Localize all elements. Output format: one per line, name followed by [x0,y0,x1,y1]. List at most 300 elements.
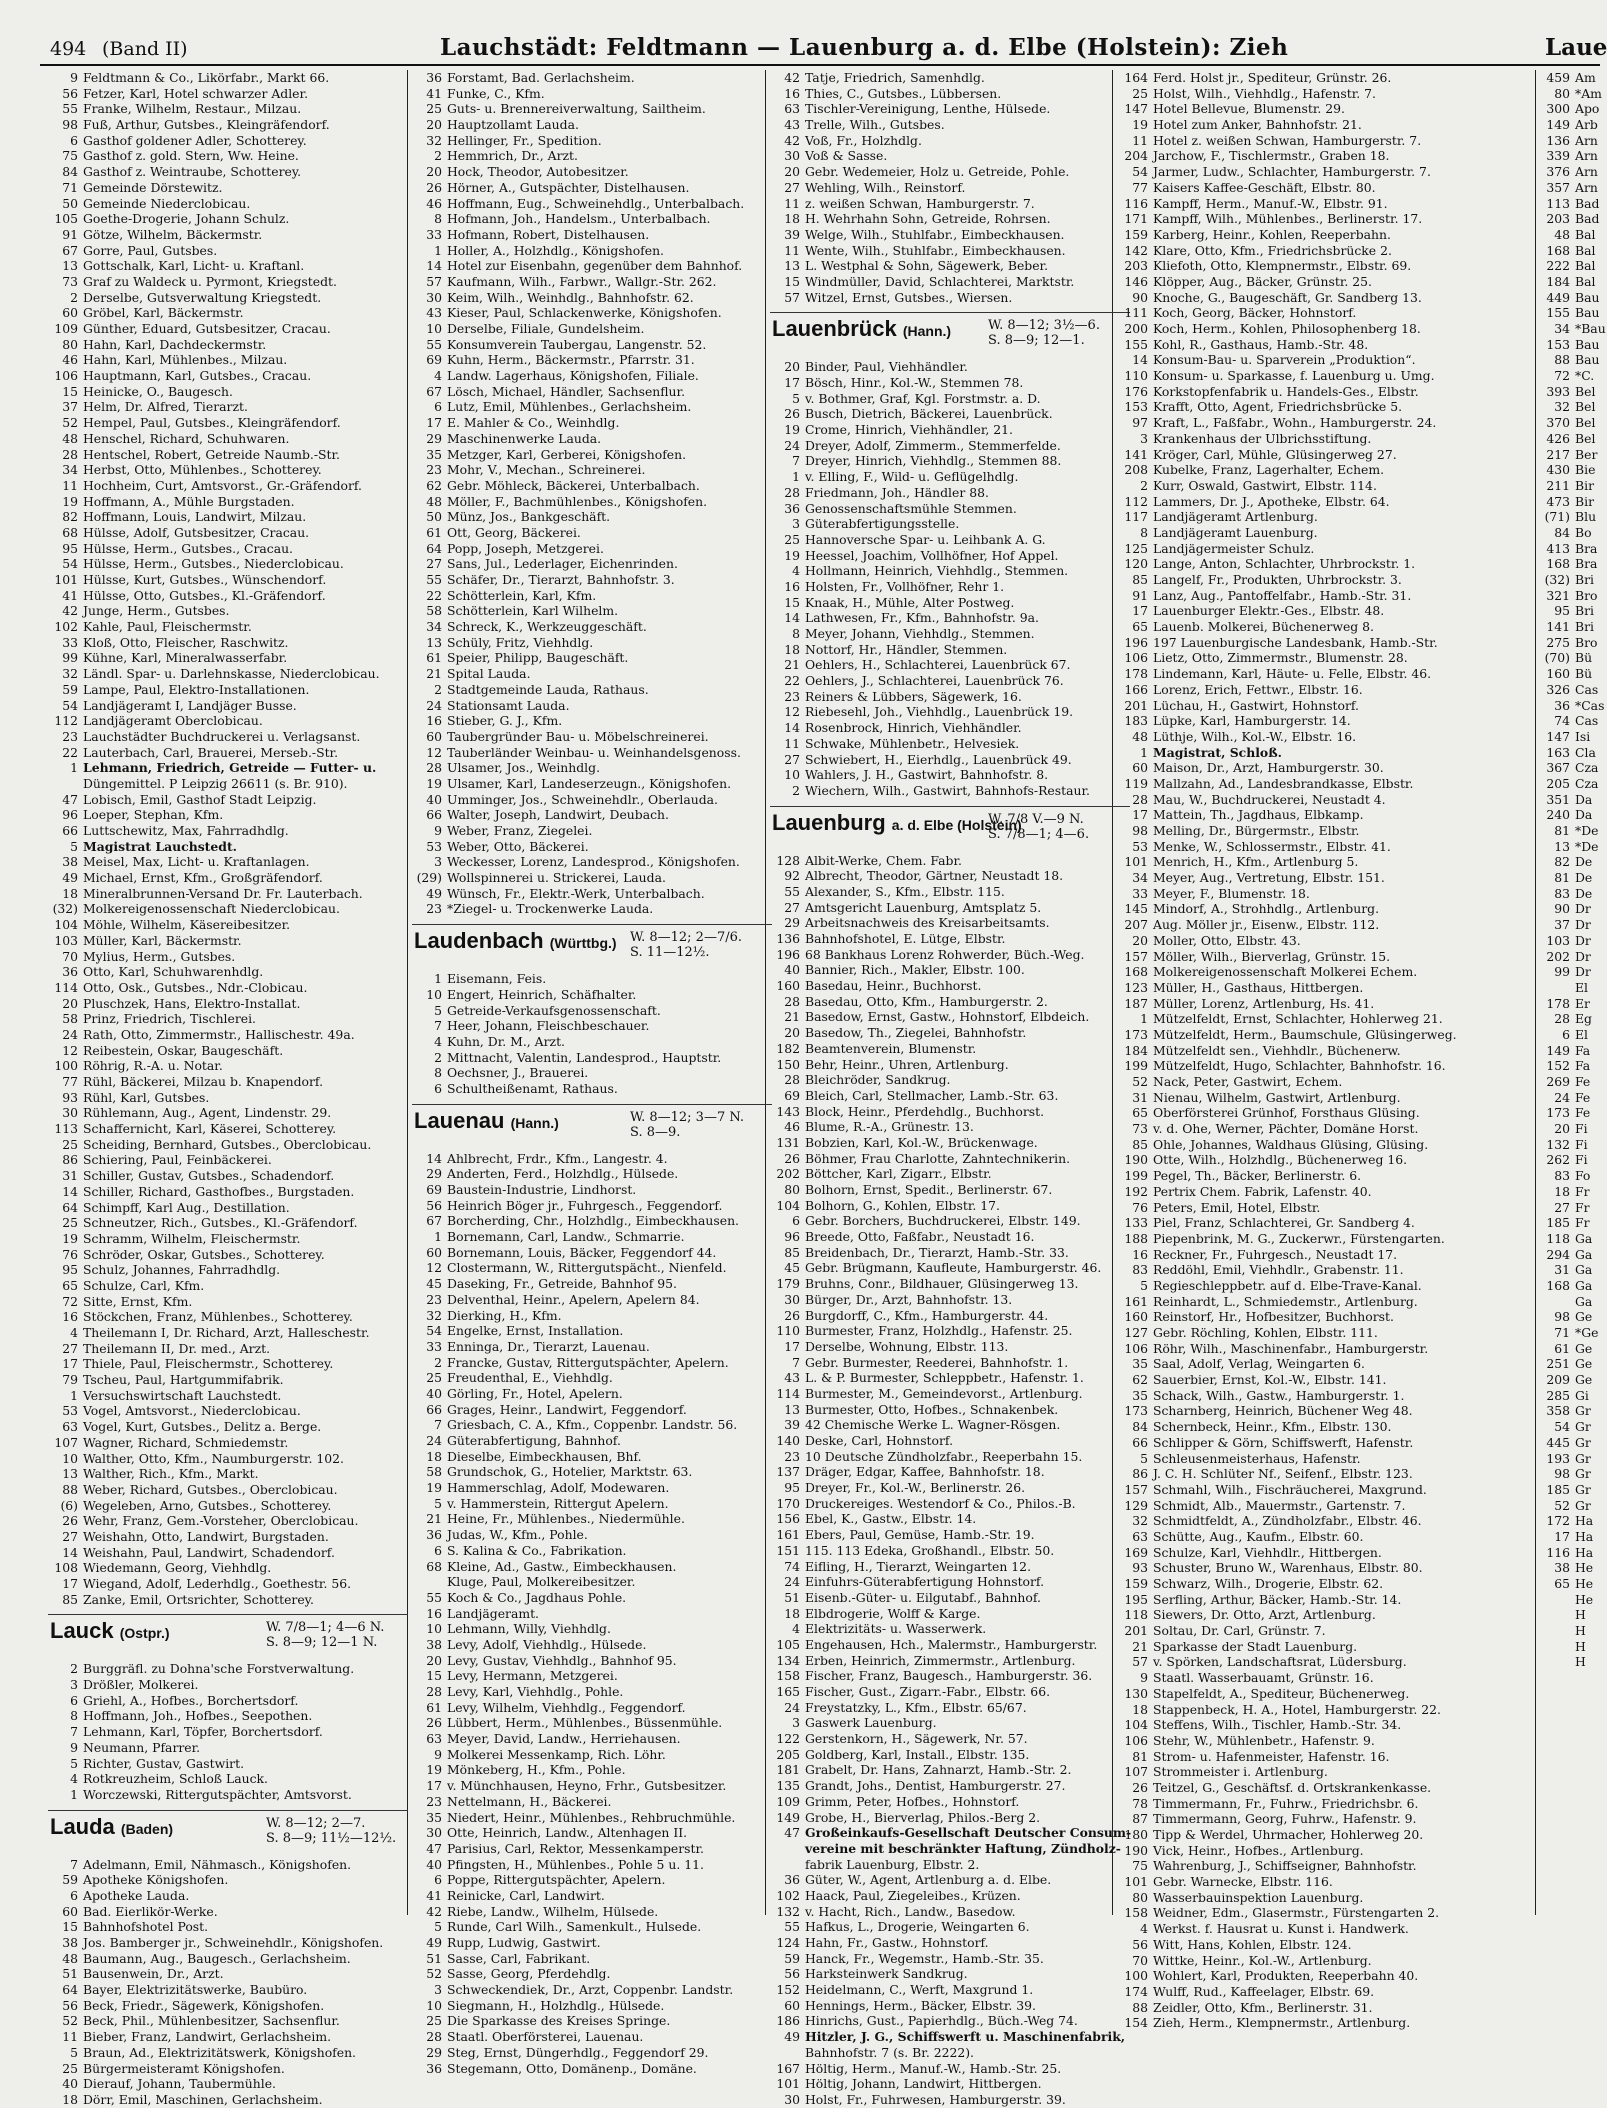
directory-entry [770,579,1130,595]
directory-entry [1540,729,1600,745]
directory-entry [770,1276,1130,1292]
directory-entry [48,1278,408,1294]
directory-entry [1540,1215,1600,1231]
phone-number: 202 [776,1166,800,1182]
entry-text: Bahnhofshotel, E. Lütge, Elbstr. [805,931,1006,946]
entry-text: Reinicke, Carl, Landwirt. [447,1887,605,1903]
directory-entry [770,391,1130,407]
entry-text: Loeper, Stephan, Kfm. [83,807,224,823]
entry-text: Kampff, Wilh., Mühlenbes., Berlinerstr. 17. [1153,211,1423,227]
directory-entry [1118,1953,1478,1969]
entry-text: Bri [1575,619,1594,635]
phone-number: 24 [1554,1089,1570,1105]
entry-text: Metzger, Karl, Gerberei, Königshofen. [447,446,687,462]
phone-number: 47 [62,791,78,807]
directory-entry [412,854,772,870]
entry-text: Knoche, G., Baugeschäft, Gr. Sandberg 13. [1153,289,1422,305]
directory-entry [770,1072,1130,1088]
entry-text: Oberförsterei Grünhof, Forsthaus Glüsing. [1153,1105,1420,1121]
directory-entry [770,274,1130,290]
page-header [40,34,1607,66]
phone-number: 43 [784,1370,800,1386]
entry-text: Röhrig, R.-A. u. Notar. [83,1058,223,1074]
entry-text: Baumann, Aug., Baugesch., Gerlachsheim. [83,1950,351,1966]
entry-text: *Ge [1575,1325,1599,1340]
directory-entry [770,70,1130,86]
entry-text: Meyer, F., Blumenstr. 18. [1153,885,1310,901]
phone-number: 113 [1546,195,1570,211]
entry-text: Bel [1575,383,1596,399]
phone-number: 6 [434,1080,442,1096]
entry-text: Nottorf, Hr., Händler, Stemmen. [805,641,1008,657]
phone-number: 65 [1554,1576,1570,1591]
phone-number: 75 [62,148,78,164]
town-heading-lauenbrueck [770,312,1130,353]
directory-entry [1118,1341,1478,1357]
entry-text: Stapelfeldt, A., Spediteur, Büchenerweg. [1153,1685,1410,1701]
entry-text: Hoffmann, A., Mühle Burgstaden. [83,493,295,509]
entry-text: Die Sparkasse des Kreises Springe. [447,2013,671,2029]
directory-entry [1540,776,1600,792]
entry-text: Rupp, Ludwig, Gastwirt. [447,1935,601,1950]
directory-entry [48,1740,408,1756]
entry-text: Hock, Theodor, Autobesitzer. [447,164,629,180]
entry-text: Strom- u. Hafenmeister, Hafenstr. 16. [1153,1748,1390,1764]
phone-number: 20 [1132,932,1148,948]
directory-entry [412,1003,772,1019]
directory-entry [412,2013,772,2029]
phone-number: 200 [1124,321,1148,336]
phone-number: 35 [426,446,442,462]
directory-entry [770,1543,1130,1559]
entry-text: Theilemann I, Dr. Richard, Arzt, Halleschestr. [83,1325,370,1340]
directory-entry [412,901,772,917]
phone-number: 35 [426,1809,442,1825]
phone-number: 34 [1554,321,1570,336]
entry-text: Lathwesen, Fr., Kfm., Bahnhofstr. 9a. [805,610,1039,626]
directory-entry [770,1888,1130,1904]
phone-number: 42 [426,1903,442,1919]
entry-text: He [1575,1591,1594,1607]
directory-entry [770,2013,1130,2029]
directory-entry [48,1231,408,1247]
directory-entry [412,1386,772,1402]
directory-entry [48,1121,408,1137]
directory-entry [412,1810,772,1826]
phone-number: (6) [60,1497,78,1513]
entry-text: Derselbe, Filiale, Gundelsheim. [447,321,645,336]
phone-number: 240 [1546,807,1570,823]
entry-text: Bal [1575,258,1596,274]
directory-entry [1540,1278,1600,1294]
directory-entry [770,1025,1130,1041]
entry-text: Schiller, Richard, Gasthofbes., Burgstaden. [83,1183,355,1199]
phone-number: 187 [1124,995,1148,1011]
column-3 [770,70,1132,2107]
directory-entry [770,485,1130,501]
entry-text: Hauptmann, Karl, Gutsbes., Cracau. [83,368,312,384]
directory-entry [412,1182,772,1198]
directory-entry [412,399,772,415]
phone-number: 48 [62,430,78,446]
directory-entry [1118,1200,1478,1216]
entry-text: Landw. Lagerhaus, Königshofen, Filiale. [447,368,699,384]
directory-entry [1540,399,1600,415]
directory-entry [770,1700,1130,1716]
entry-text: Dreyer, Adolf, Zimmerm., Stemmerfelde. [805,437,1061,453]
directory-entry [1118,1325,1478,1341]
phone-number: 28 [426,760,442,776]
phone-number: 36 [784,500,800,516]
phone-number: 40 [426,791,442,807]
phone-number: 73 [1132,1121,1148,1137]
entry-text: Breede, Otto, Faßfabr., Neustadt 16. [805,1229,1035,1245]
entry-text: Stehr, W., Mühlenbetr., Hafenstr. 9. [1153,1732,1375,1748]
entry-text: Tatje, Friedrich, Samenhdlg. [805,70,985,85]
phone-number: 50 [426,509,442,525]
directory-entry [770,1213,1130,1229]
phone-number: 54 [62,556,78,572]
directory-entry [770,767,1130,783]
entry-text: Vogel, Kurt, Gutsbes., Delitz a. Berge. [83,1419,322,1435]
directory-entry [1118,86,1478,102]
directory-entry [1118,1231,1478,1247]
entry-text: Graf zu Waldeck u. Pyrmont, Kriegstedt. [83,273,337,289]
phone-number: 170 [776,1495,800,1511]
directory-entry [1540,807,1600,823]
directory-entry [1540,431,1600,447]
phone-number: 109 [776,1793,800,1809]
phone-number: 19 [426,775,442,791]
directory-entry [1118,1749,1478,1765]
phone-number: 150 [776,1056,800,1072]
entry-text: Engelke, Ernst, Installation. [447,1323,624,1339]
entry-text: Baustein-Industrie, Lindhorst. [447,1182,637,1197]
phone-number: 19 [426,1480,442,1496]
phone-number: 34 [62,462,78,478]
entry-text: Pertrix Chem. Fabrik, Lafenstr. 40. [1153,1183,1372,1199]
directory-entry [48,870,408,886]
entry-text: Arn [1575,148,1598,164]
phone-number: 53 [62,1403,78,1419]
directory-entry [1540,1294,1600,1310]
entry-text: Enninga, Dr., Tierarzt, Lauenau. [447,1338,650,1354]
directory-entry [48,572,408,588]
directory-entry [770,626,1130,642]
phone-number: 25 [784,531,800,547]
directory-entry [770,1841,1130,1857]
phone-number: 129 [1124,1497,1148,1513]
entry-text: Lobisch, Emil, Gasthof Stadt Leipzig. [83,791,317,807]
entry-text: Peters, Emil, Hotel, Elbstr. [1153,1199,1321,1215]
entry-text: De [1575,854,1593,870]
entry-text: Gebr. Wedemeier, Holz u. Getreide, Pohle. [805,164,1070,180]
phone-number: 11 [784,735,800,751]
phone-number: 160 [1124,1309,1148,1325]
phone-number: 85 [1132,572,1148,587]
directory-entry [1118,1403,1478,1419]
entry-text: Fr [1575,1183,1590,1199]
phone-number: 27 [784,899,800,915]
directory-entry [770,1323,1130,1339]
entry-text: Hammerschlag, Adolf, Modewaren. [447,1480,670,1496]
directory-entry [412,1966,772,1982]
entry-text: Schwake, Mühlenbetr., Helvesiek. [805,735,1020,751]
phone-number: 146 [1124,273,1148,289]
entry-text: Reinstorf, Hr., Hofbesitzer, Buchhorst. [1153,1309,1394,1325]
phone-number: 14 [426,1150,442,1166]
directory-entry [412,1606,772,1622]
phone-number: 25 [1132,85,1148,101]
entry-text: Binder, Paul, Viehhändler. [805,359,968,375]
entry-text: Kubelke, Franz, Lagerhalter, Echem. [1153,462,1385,478]
phone-number: 63 [62,1419,78,1435]
entry-text: Henschel, Richard, Schuhwaren. [83,430,290,446]
directory-entry [412,1951,772,1967]
entry-text: Münz, Jos., Bankgeschäft. [447,509,611,525]
directory-entry [1540,86,1600,102]
directory-entry [1118,368,1478,384]
entry-text: Da [1575,791,1593,807]
entry-text: Bruhns, Conr., Bildhauer, Glüsingerweg 13. [805,1276,1079,1292]
phone-number: 449 [1546,289,1570,305]
entry-text: Ge [1575,1340,1593,1356]
town-name: Lauck (Ostpr.) [50,1618,170,1644]
entry-text: Genossenschaftsmühle Stemmen. [805,500,1017,516]
directory-entry [412,1370,772,1386]
entry-text: Otto, Karl, Schuhwarenhdlg. [83,964,264,980]
entry-text: Böhmer, Frau Charlotte, Zahntechnikerin. [805,1150,1071,1166]
directory-entry [1540,478,1600,494]
directory-entry [1540,556,1600,572]
phone-number: 166 [1124,681,1148,697]
directory-entry [48,337,408,353]
directory-entry [1540,1200,1600,1216]
phone-number: 14 [784,720,800,736]
phone-number: 108 [54,1560,78,1576]
entry-text: Hollmann, Heinrich, Viehhdlg., Stemmen. [805,563,1069,579]
directory-entry [48,1513,408,1529]
entry-text: Schneutzer, Rich., Gutsbes., Kl.-Gräfendorf. [83,1215,358,1231]
directory-entry [48,1215,408,1231]
phone-number: 91 [1132,587,1148,603]
post-hours: W. 7/8 V.—9 N. S. 7/8—1; 4—6. [988,811,1090,842]
directory-entry [1118,148,1478,164]
directory-entry [770,1402,1130,1418]
phone-number: 14 [426,258,442,274]
directory-entry [48,1935,408,1951]
phone-number: 190 [1124,1842,1148,1858]
directory-entry [770,1245,1130,1261]
town-heading-lauda [48,1810,408,1851]
directory-entry [1540,760,1600,776]
entry-text: Eifling, H., Tierarzt, Weingarten 12. [805,1558,1032,1574]
directory-entry [412,713,772,729]
entry-text: Krafft, Otto, Agent, Friedrichsbrücke 5. [1153,399,1403,415]
entry-text: Güterabfertigungsstelle. [805,516,960,532]
directory-entry [770,453,1130,469]
phone-number: 27 [1554,1199,1570,1215]
entry-text: Lüchau, H., Gastwirt, Hohnstorf. [1153,697,1359,713]
directory-entry [1118,1733,1478,1749]
phone-number: 22 [426,587,442,603]
volume-label: (Band II) [102,38,188,60]
directory-entry [48,1888,408,1904]
phone-number: 53 [426,838,442,854]
directory-entry [1540,541,1600,557]
entry-text: Fischer, Gust., Zigarr.-Fabr., Elbstr. 66. [805,1684,1051,1699]
directory-entry [1540,588,1600,604]
directory-entry [770,1715,1130,1731]
directory-entry [770,243,1130,259]
entry-text: Borcherding, Chr., Holzhdlg., Eimbeckhausen. [447,1213,739,1229]
phone-number: 3 [792,1715,800,1731]
entry-text: Spital Lauda. [447,666,531,682]
phone-number: 28 [1132,791,1148,807]
directory-entry [412,588,772,604]
phone-number: 28 [62,446,78,462]
entry-text: Koch & Co., Jagdhaus Pohle. [447,1589,627,1605]
column-5-fragment [1540,70,1606,1915]
phone-number: 98 [1132,823,1148,838]
phone-number: 64 [62,1199,78,1215]
directory-entry [48,1294,408,1310]
directory-entry [1118,886,1478,902]
entry-text: Cla [1575,744,1596,760]
entry-text: Popp, Joseph, Metzgerei. [447,540,604,556]
entry-text: Ge [1575,1372,1593,1388]
directory-entry [1118,682,1478,698]
phone-number: 134 [776,1652,800,1668]
entry-text: Feldtmann & Co., Likörfabr., Markt 66. [83,70,330,85]
phone-number: 49 [62,870,78,886]
directory-entry [770,1480,1130,1496]
entry-text: Bürgermeisteramt Königshofen. [83,2060,285,2076]
phone-number: 104 [54,917,78,933]
directory-entry [48,148,408,164]
entry-list [412,70,772,917]
directory-entry [770,1872,1130,1888]
entry-text: Bieber, Franz, Landwirt, Gerlachsheim. [83,2029,332,2045]
entry-text: Wünsch, Fr., Elektr.-Werk, Unterbalbach. [447,885,705,901]
entry-text: Kieser, Paul, Schlackenwerke, Königshofen. [447,305,722,321]
phone-number: 67 [62,242,78,258]
phone-number: 60 [62,305,78,321]
entry-text: Lange, Anton, Schlachter, Uhrbrockstr. 1. [1153,556,1416,572]
entry-text: Prinz, Friedrich, Tischlerei. [83,1011,256,1027]
directory-entry [412,1888,772,1904]
phone-number: 7 [434,1018,442,1034]
phone-number: 48 [62,1950,78,1966]
entry-text: Bal [1575,242,1596,258]
directory-entry [1540,274,1600,290]
directory-entry [1540,745,1600,761]
entry-text: Kliefoth, Otto, Klempnermstr., Elbstr. 69. [1153,258,1412,274]
phone-number: 23 [784,688,800,704]
directory-entry [770,1009,1130,1025]
phone-number: 90 [1554,901,1570,917]
directory-entry [1540,619,1600,635]
entry-text: H [1575,1654,1586,1670]
directory-entry [48,1043,408,1059]
phone-number: 262 [1546,1152,1570,1168]
entry-text: Dr [1575,948,1591,964]
phone-number: 29 [426,1166,442,1182]
phone-number: 147 [1124,101,1148,117]
directory-entry [770,1684,1130,1700]
entry-text: Möller, F., Bachmühlenbes., Königshofen. [447,493,708,509]
phone-number: 161 [776,1527,800,1543]
directory-entry [1540,933,1600,949]
phone-number: 26 [426,179,442,195]
phone-number: 30 [426,1825,442,1841]
phone-number: 153 [1124,399,1148,415]
phone-number: 27 [784,179,800,195]
phone-number: 13 [784,1401,800,1417]
directory-entry [770,1998,1130,2014]
entry-text: Steg, Ernst, Düngerhdlg., Feggendorf 29. [447,2044,709,2060]
directory-entry [1540,1403,1600,1419]
entry-text: L. & P. Burmester, Schleppbetr., Hafenstr. 1. [805,1370,1084,1386]
phone-number: 2 [434,1354,442,1370]
phone-number: 1 [434,1229,442,1245]
entry-text: Schlipper & Görn, Schiffswerft, Hafenstr. [1153,1434,1414,1450]
entry-text: Zeidler, Otto, Kfm., Berlinerstr. 31. [1153,1999,1373,2015]
directory-entry [1118,839,1478,855]
entry-text: Block, Heinr., Pferdehdlg., Buchhorst. [805,1103,1045,1119]
phone-number: 37 [1554,917,1570,933]
entry-text: Wiechern, Wilh., Gastwirt, Bahnhofs-Restaur. [805,782,1090,798]
entry-text: Hahn, Fr., Gastw., Hohnstorf. [805,1935,989,1950]
entry-text: Gebr. Borchers, Buchdruckerei, Elbstr. 149. [805,1213,1081,1229]
phone-number: 41 [426,1887,442,1903]
phone-number: 26 [426,1715,442,1731]
column-rule [1535,70,1536,1915]
directory-entry [770,1511,1130,1527]
entry-text: Röhr, Wilh., Maschinenfabr., Hamburgerstr. [1153,1340,1429,1356]
phone-number: 5 [434,1919,442,1935]
directory-entry [1118,196,1478,212]
entry-text: Görling, Fr., Hotel, Apelern. [447,1385,623,1401]
phone-number: 63 [1132,1528,1148,1544]
directory-entry [48,588,408,604]
entry-text: Scheiding, Bernhard, Gutsbes., Oberclobicau. [83,1136,372,1152]
entry-text: Tipp & Werdel, Uhrmacher, Hohlerweg 20. [1153,1827,1424,1842]
phone-number: 28 [1554,1011,1570,1027]
entry-text: Mylius, Herm., Gutsbes. [83,948,236,964]
phone-number: 30 [784,1291,800,1307]
directory-entry [770,1810,1130,1826]
entry-text: Bau [1575,305,1600,321]
directory-entry [1118,1356,1478,1372]
entry-text: Bahnhofstr. 7 (s. Br. 2222). [805,2044,974,2060]
phone-number: 104 [1124,1717,1148,1733]
phone-number: 55 [426,1589,442,1605]
phone-number: 35 [1132,1356,1148,1372]
post-hours: W. 8—12; 2—7/6. S. 11—12½. [630,930,743,961]
phone-number: 62 [426,477,442,493]
directory-entry [1118,760,1478,776]
entry-text: Schmidtfeldt, A., Zündholzfabr., Elbstr. 46. [1153,1513,1422,1529]
entry-text: Gröbel, Karl, Bäckermstr. [83,305,244,321]
entry-text: Oehlers, H., Schlachterei, Lauenbrück 67. [805,657,1071,673]
entry-text: Luttschewitz, Max, Fahrradhdlg. [83,823,289,838]
directory-entry [1540,258,1600,274]
directory-entry [1118,619,1478,635]
phone-number: 41 [62,587,78,603]
directory-entry [770,1653,1130,1669]
directory-entry [1540,823,1600,839]
